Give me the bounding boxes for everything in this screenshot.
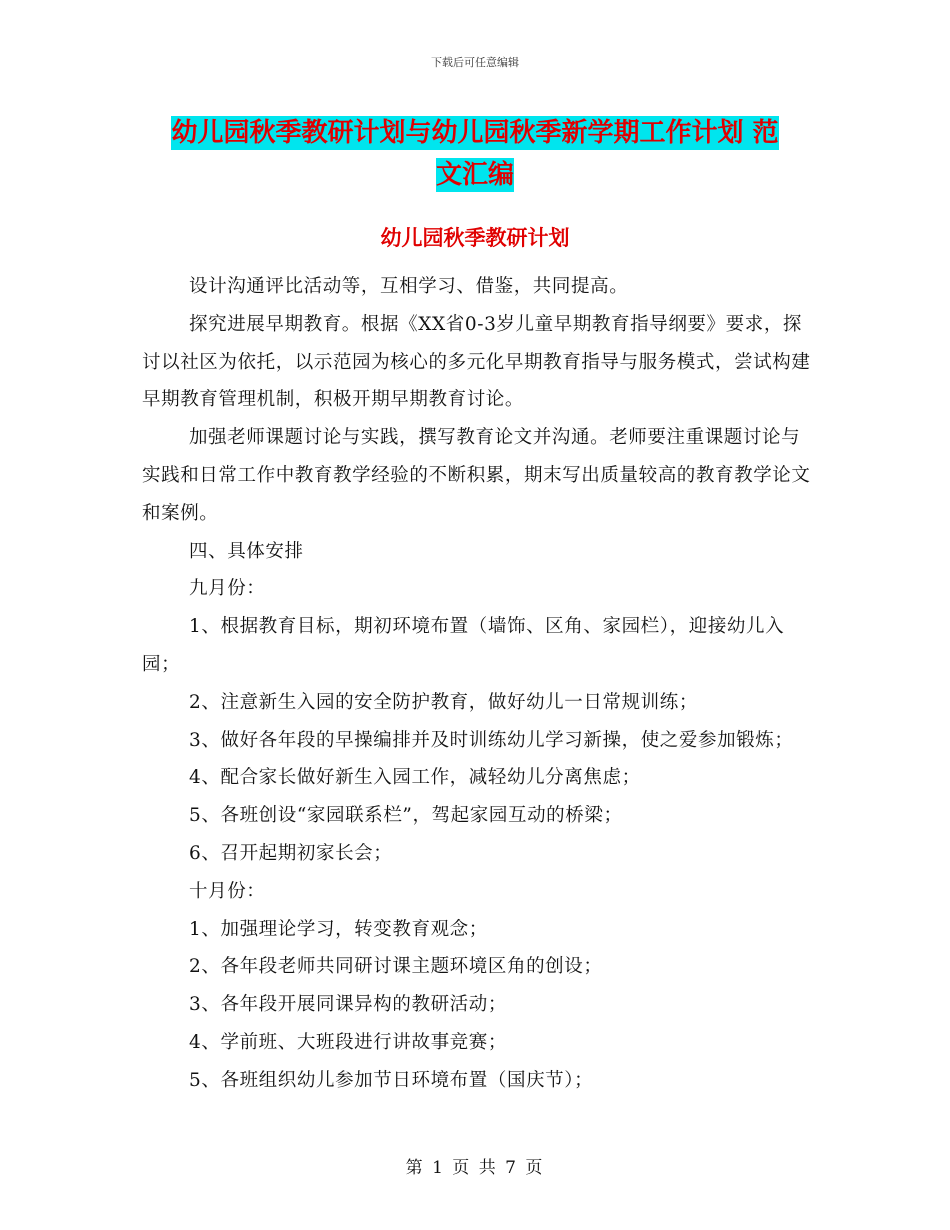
document-title-line-2: 文汇编 (435, 160, 514, 190)
section-title: 幼儿园秋季教研计划 (380, 226, 570, 250)
list-item: 4、配合家长做好新生入园工作，减轻幼儿分离焦虑； (189, 767, 641, 789)
page-footer: 第 1 页 共 7 页 (405, 1158, 545, 1178)
list-item: 2、各年段老师共同研讨课主题环境区角的创设； (189, 956, 603, 978)
document-title (140, 112, 810, 196)
list-item: 5、各班组织幼儿参加节日环境布置（国庆节）； (189, 1069, 594, 1091)
list-item: 1、根据教育目标，期初环境布置（墙饰、区角、家园栏），迎接幼儿入园； (142, 616, 785, 675)
paragraph: 九月份： (189, 578, 266, 600)
document-title-line-1: 幼儿园秋季教研计划与幼儿园秋季新学期工作计划 范 (171, 118, 779, 148)
paragraph: 加强老师课题讨论与实践，撰写教育论文并沟通。老师要注重课题讨论与实践和日常工作中教育教学经验的不断积累，期末写出质量较高的教育教学论文和案例。 (142, 427, 811, 524)
list-item: 3、各年段开展同课异构的教研活动； (189, 994, 507, 1016)
list-item: 6、召开起期初家长会； (189, 842, 393, 864)
paragraph: 十月份： (189, 880, 266, 902)
list-item: 1、加强理论学习，转变教育观念； (189, 918, 488, 940)
list-item: 3、做好各年段的早操编排并及时训练幼儿学习新操，使之爱参加锻炼； (189, 729, 794, 751)
list-item: 4、学前班、大班段进行讲故事竞赛； (189, 1031, 507, 1053)
list-item: 2、注意新生入园的安全防护教育，做好幼儿一日常规训练； (189, 691, 698, 713)
paragraph: 四、具体安排 (189, 540, 304, 562)
paragraph: 探究进展早期教育。根据《XX省0-3岁儿童早期教育指导纲要》要求，探讨以社区为依托，以示范园为核心的多元化早期教育指导与服务模式，尝试构建早期教育管理机制，积极开期早期教育讨论。 (142, 313, 811, 411)
paragraph: 设计沟通评比活动等，互相学习、借鉴，共同提高。 (189, 276, 629, 297)
header-note: 下载后可任意编辑 (431, 56, 519, 69)
document-body (142, 268, 812, 1100)
list-item: 5、各班创设“家园联系栏”，驾起家园互动的桥梁； (189, 805, 623, 827)
